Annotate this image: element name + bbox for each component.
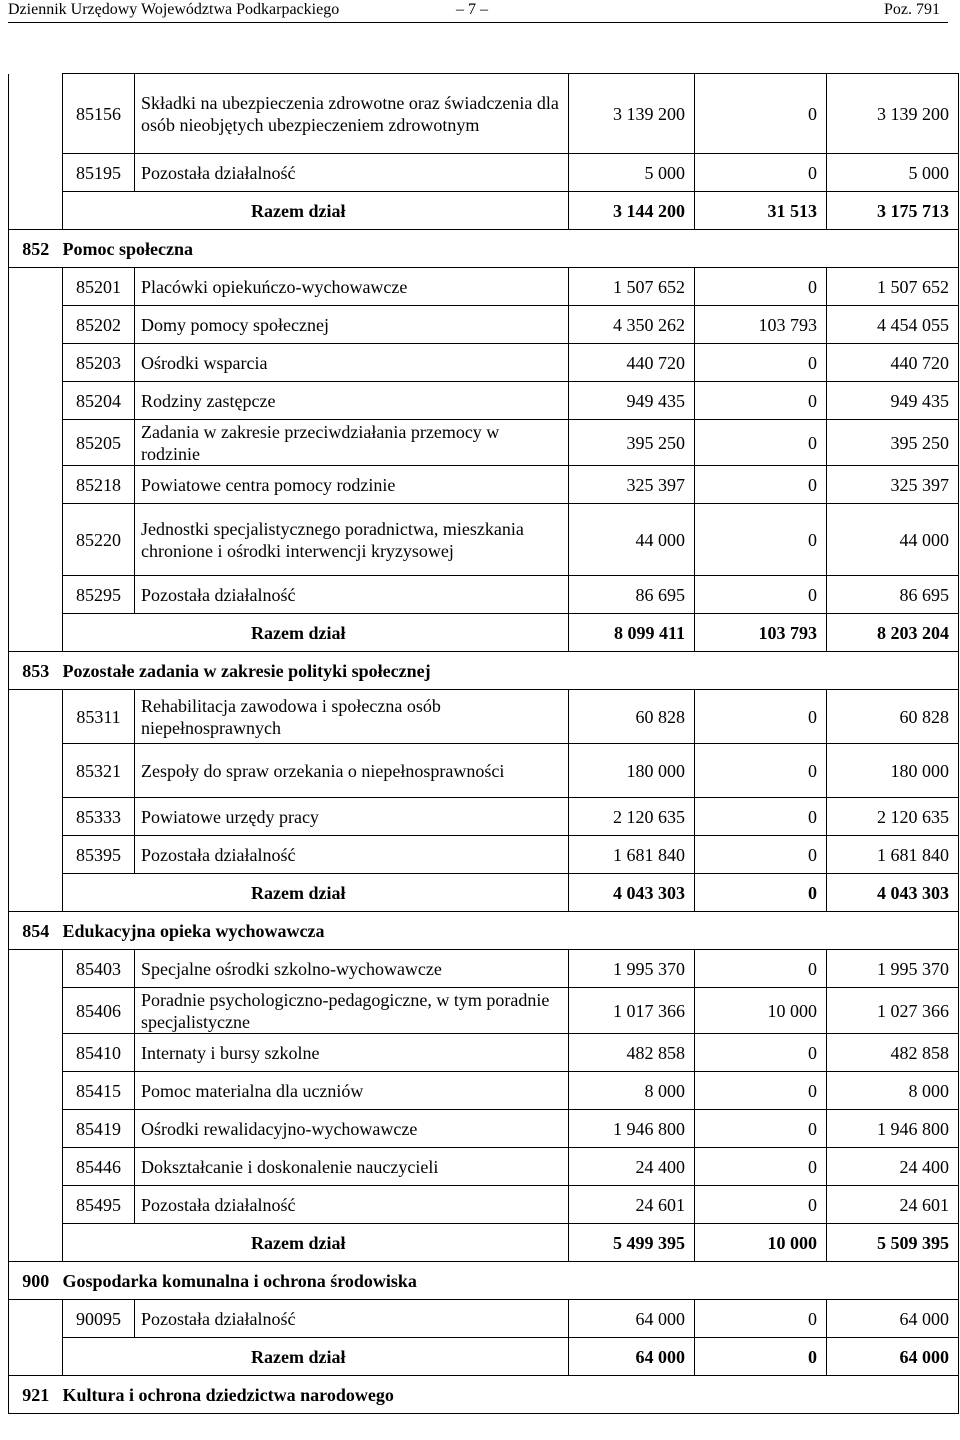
total-after-change: 4 043 303 — [827, 874, 959, 912]
value-after-change: 60 828 — [827, 690, 959, 744]
total-label: Razem dział — [63, 192, 569, 230]
section-name: Gospodarka komunalna i ochrona środowiska — [63, 1262, 959, 1300]
value-after-change: 180 000 — [827, 744, 959, 798]
chapter-code: 85295 — [63, 576, 135, 614]
chapter-name: Ośrodki wsparcia — [135, 344, 569, 382]
chapter-code: 85415 — [63, 1072, 135, 1110]
chapter-name: Ośrodki rewalidacyjno-wychowawcze — [135, 1110, 569, 1148]
value-change: 0 — [695, 744, 827, 798]
section-code: 853 — [9, 652, 63, 690]
value-change: 0 — [695, 1300, 827, 1338]
chapter-code: 85218 — [63, 466, 135, 504]
value-change: 0 — [695, 1186, 827, 1224]
table-row — [9, 382, 959, 420]
chapter-code: 85204 — [63, 382, 135, 420]
total-change: 103 793 — [695, 614, 827, 652]
table-row — [9, 344, 959, 382]
total-change: 31 513 — [695, 192, 827, 230]
spacer-cell — [9, 690, 63, 744]
value-after-change: 1 507 652 — [827, 268, 959, 306]
spacer-cell — [9, 466, 63, 504]
total-after-change: 3 175 713 — [827, 192, 959, 230]
total-after-change: 64 000 — [827, 1338, 959, 1376]
value-plan: 5 000 — [569, 154, 695, 192]
value-after-change: 24 400 — [827, 1148, 959, 1186]
value-change: 0 — [695, 1034, 827, 1072]
total-plan: 8 099 411 — [569, 614, 695, 652]
value-after-change: 64 000 — [827, 1300, 959, 1338]
chapter-name: Rehabilitacja zawodowa i społeczna osób niepełnosprawnych — [135, 690, 569, 744]
spacer-cell — [9, 1224, 63, 1262]
value-after-change: 1 995 370 — [827, 950, 959, 988]
section-name: Kultura i ochrona dziedzictwa narodowego — [63, 1376, 959, 1414]
spacer-cell — [9, 1186, 63, 1224]
value-change: 0 — [695, 836, 827, 874]
value-after-change: 395 250 — [827, 420, 959, 466]
value-plan: 440 720 — [569, 344, 695, 382]
value-plan: 1 995 370 — [569, 950, 695, 988]
table-row — [9, 836, 959, 874]
spacer-cell — [9, 1148, 63, 1186]
table-row — [9, 1034, 959, 1072]
value-after-change: 44 000 — [827, 504, 959, 576]
chapter-name: Zadania w zakresie przeciwdziałania przemocy w rodzinie — [135, 420, 569, 466]
chapter-name: Placówki opiekuńczo-wychowawcze — [135, 268, 569, 306]
total-plan: 5 499 395 — [569, 1224, 695, 1262]
table-row — [9, 268, 959, 306]
section-row — [9, 652, 959, 690]
table-row — [9, 1110, 959, 1148]
value-after-change: 4 454 055 — [827, 306, 959, 344]
value-change: 0 — [695, 420, 827, 466]
table-row — [9, 988, 959, 1034]
value-after-change: 1 027 366 — [827, 988, 959, 1034]
section-code: 854 — [9, 912, 63, 950]
value-plan: 4 350 262 — [569, 306, 695, 344]
chapter-code: 85495 — [63, 1186, 135, 1224]
value-plan: 325 397 — [569, 466, 695, 504]
chapter-name: Pozostała działalność — [135, 576, 569, 614]
total-row — [9, 874, 959, 912]
chapter-code: 85419 — [63, 1110, 135, 1148]
section-name: Edukacyjna opieka wychowawcza — [63, 912, 959, 950]
table-row — [9, 466, 959, 504]
value-after-change: 2 120 635 — [827, 798, 959, 836]
spacer-cell — [9, 1338, 63, 1376]
spacer-cell — [9, 154, 63, 192]
journal-title: Dziennik Urzędowy Województwa Podkarpackiego — [8, 1, 340, 18]
total-after-change: 5 509 395 — [827, 1224, 959, 1262]
value-plan: 180 000 — [569, 744, 695, 798]
value-after-change: 8 000 — [827, 1072, 959, 1110]
spacer-cell — [9, 344, 63, 382]
value-plan: 395 250 — [569, 420, 695, 466]
chapter-name: Jednostki specjalistycznego poradnictwa, mieszkania chronione i ośrodki interwencji kryzysowej — [135, 504, 569, 576]
chapter-code: 90095 — [63, 1300, 135, 1338]
value-change: 0 — [695, 382, 827, 420]
value-change: 103 793 — [695, 306, 827, 344]
total-plan: 3 144 200 — [569, 192, 695, 230]
total-label: Razem dział — [63, 1224, 569, 1262]
value-change: 0 — [695, 74, 827, 154]
value-plan: 482 858 — [569, 1034, 695, 1072]
table-row — [9, 1148, 959, 1186]
total-after-change: 8 203 204 — [827, 614, 959, 652]
spacer-cell — [9, 306, 63, 344]
chapter-name: Powiatowe centra pomocy rodzinie — [135, 466, 569, 504]
spacer-cell — [9, 1300, 63, 1338]
total-label: Razem dział — [63, 614, 569, 652]
table-row — [9, 74, 959, 154]
chapter-name: Pozostała działalność — [135, 1186, 569, 1224]
value-plan: 1 946 800 — [569, 1110, 695, 1148]
chapter-code: 85406 — [63, 988, 135, 1034]
total-change: 0 — [695, 874, 827, 912]
section-row — [9, 912, 959, 950]
value-plan: 2 120 635 — [569, 798, 695, 836]
spacer-cell — [9, 744, 63, 798]
spacer-cell — [9, 988, 63, 1034]
table-row — [9, 306, 959, 344]
table-row — [9, 576, 959, 614]
total-label: Razem dział — [63, 1338, 569, 1376]
spacer-cell — [9, 74, 63, 154]
value-change: 10 000 — [695, 988, 827, 1034]
spacer-cell — [9, 874, 63, 912]
spacer-cell — [9, 504, 63, 576]
chapter-name: Pozostała działalność — [135, 1300, 569, 1338]
value-after-change: 1 946 800 — [827, 1110, 959, 1148]
chapter-code: 85202 — [63, 306, 135, 344]
chapter-name: Specjalne ośrodki szkolno-wychowawcze — [135, 950, 569, 988]
table-row — [9, 798, 959, 836]
page-number: – 7 – — [456, 1, 488, 18]
value-plan: 8 000 — [569, 1072, 695, 1110]
chapter-name: Pozostała działalność — [135, 836, 569, 874]
spacer-cell — [9, 576, 63, 614]
table-row — [9, 504, 959, 576]
value-after-change: 24 601 — [827, 1186, 959, 1224]
table-row — [9, 1072, 959, 1110]
value-change: 0 — [695, 1148, 827, 1186]
total-plan: 64 000 — [569, 1338, 695, 1376]
chapter-name: Składki na ubezpieczenia zdrowotne oraz świadczenia dla osób nieobjętych ubezpieczeniem zdrowotnym — [135, 74, 569, 154]
chapter-code: 85446 — [63, 1148, 135, 1186]
table-row — [9, 1300, 959, 1338]
value-change: 0 — [695, 798, 827, 836]
value-plan: 1 507 652 — [569, 268, 695, 306]
section-row — [9, 1376, 959, 1414]
value-after-change: 482 858 — [827, 1034, 959, 1072]
value-change: 0 — [695, 950, 827, 988]
value-change: 0 — [695, 466, 827, 504]
spacer-cell — [9, 192, 63, 230]
header-rule — [8, 22, 948, 23]
chapter-name: Zespoły do spraw orzekania o niepełnosprawności — [135, 744, 569, 798]
value-after-change: 440 720 — [827, 344, 959, 382]
total-row — [9, 192, 959, 230]
value-change: 0 — [695, 1072, 827, 1110]
chapter-code: 85395 — [63, 836, 135, 874]
chapter-name: Poradnie psychologiczno-pedagogiczne, w tym poradnie specjalistyczne — [135, 988, 569, 1034]
section-name: Pomoc społeczna — [63, 230, 959, 268]
table-row — [9, 1186, 959, 1224]
table-row — [9, 420, 959, 466]
section-code: 852 — [9, 230, 63, 268]
value-plan: 24 400 — [569, 1148, 695, 1186]
budget-table — [8, 73, 959, 1414]
value-plan: 3 139 200 — [569, 74, 695, 154]
spacer-cell — [9, 836, 63, 874]
table-row — [9, 744, 959, 798]
value-after-change: 325 397 — [827, 466, 959, 504]
chapter-name: Pomoc materialna dla uczniów — [135, 1072, 569, 1110]
chapter-code: 85333 — [63, 798, 135, 836]
spacer-cell — [9, 268, 63, 306]
chapter-name: Dokształcanie i doskonalenie nauczycieli — [135, 1148, 569, 1186]
chapter-code: 85195 — [63, 154, 135, 192]
value-after-change: 5 000 — [827, 154, 959, 192]
value-plan: 60 828 — [569, 690, 695, 744]
total-row — [9, 614, 959, 652]
total-change: 0 — [695, 1338, 827, 1376]
table-row — [9, 950, 959, 988]
value-plan: 24 601 — [569, 1186, 695, 1224]
total-change: 10 000 — [695, 1224, 827, 1262]
chapter-code: 85403 — [63, 950, 135, 988]
page-header — [8, 0, 948, 24]
chapter-name: Rodziny zastępcze — [135, 382, 569, 420]
spacer-cell — [9, 1072, 63, 1110]
spacer-cell — [9, 798, 63, 836]
chapter-code: 85220 — [63, 504, 135, 576]
chapter-name: Internaty i bursy szkolne — [135, 1034, 569, 1072]
value-after-change: 1 681 840 — [827, 836, 959, 874]
spacer-cell — [9, 614, 63, 652]
chapter-code: 85410 — [63, 1034, 135, 1072]
chapter-name: Pozostała działalność — [135, 154, 569, 192]
spacer-cell — [9, 420, 63, 466]
value-plan: 64 000 — [569, 1300, 695, 1338]
spacer-cell — [9, 382, 63, 420]
value-change: 0 — [695, 344, 827, 382]
value-plan: 44 000 — [569, 504, 695, 576]
section-code: 900 — [9, 1262, 63, 1300]
value-plan: 949 435 — [569, 382, 695, 420]
value-plan: 86 695 — [569, 576, 695, 614]
chapter-name: Domy pomocy społecznej — [135, 306, 569, 344]
value-change: 0 — [695, 690, 827, 744]
value-change: 0 — [695, 1110, 827, 1148]
section-row — [9, 1262, 959, 1300]
value-plan: 1 681 840 — [569, 836, 695, 874]
chapter-code: 85311 — [63, 690, 135, 744]
chapter-code: 85201 — [63, 268, 135, 306]
total-label: Razem dział — [63, 874, 569, 912]
section-name: Pozostałe zadania w zakresie polityki społecznej — [63, 652, 959, 690]
section-code: 921 — [9, 1376, 63, 1414]
chapter-code: 85156 — [63, 74, 135, 154]
spacer-cell — [9, 1034, 63, 1072]
value-after-change: 3 139 200 — [827, 74, 959, 154]
position-number: Poz. 791 — [884, 1, 940, 18]
value-plan: 1 017 366 — [569, 988, 695, 1034]
spacer-cell — [9, 1110, 63, 1148]
total-plan: 4 043 303 — [569, 874, 695, 912]
chapter-code: 85203 — [63, 344, 135, 382]
chapter-code: 85321 — [63, 744, 135, 798]
value-change: 0 — [695, 268, 827, 306]
total-row — [9, 1338, 959, 1376]
chapter-name: Powiatowe urzędy pracy — [135, 798, 569, 836]
value-after-change: 949 435 — [827, 382, 959, 420]
total-row — [9, 1224, 959, 1262]
table-row — [9, 690, 959, 744]
budget-table-body — [9, 74, 959, 1414]
chapter-code: 85205 — [63, 420, 135, 466]
section-row — [9, 230, 959, 268]
spacer-cell — [9, 950, 63, 988]
value-change: 0 — [695, 576, 827, 614]
value-change: 0 — [695, 154, 827, 192]
table-row — [9, 154, 959, 192]
value-after-change: 86 695 — [827, 576, 959, 614]
value-change: 0 — [695, 504, 827, 576]
